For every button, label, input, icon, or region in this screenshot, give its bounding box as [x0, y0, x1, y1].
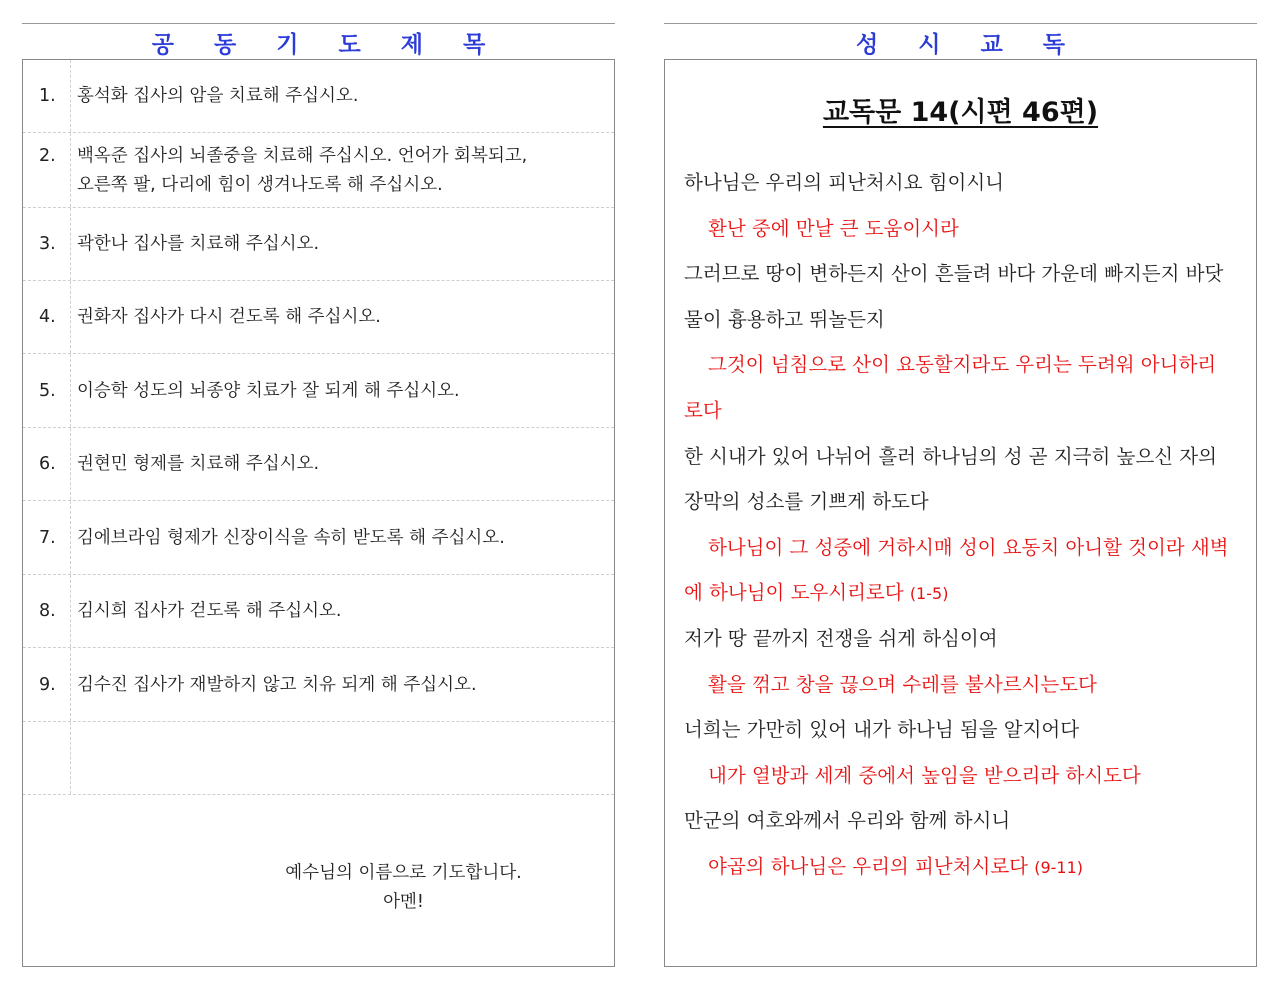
reading-section-title: 성 시 교 독 [856, 32, 1065, 58]
congregation-line [684, 388, 1248, 434]
prayer-text [77, 142, 594, 200]
prayer-text-line: 이승학 성도의 뇌종양 치료가 잘 되게 해 주십시오. [77, 381, 460, 401]
prayer-row [23, 722, 614, 795]
prayer-number-cell [23, 281, 71, 353]
prayer-number: 6. [39, 454, 56, 474]
reading-line-text: 야곱의 하나님은 우리의 피난처시로다 [708, 854, 1028, 878]
prayer-number: 8. [39, 601, 56, 621]
prayer-row [23, 648, 614, 722]
prayer-number: 2. [39, 146, 56, 166]
prayer-text [77, 524, 594, 553]
leader-line [684, 479, 1248, 525]
closing-prayer [23, 859, 614, 917]
prayer-text-line: 오른쪽 팔, 다리에 힘이 생겨나도록 해 주십시오. [77, 175, 443, 195]
prayer-section-header [22, 23, 615, 56]
prayer-number-cell [23, 354, 71, 427]
prayer-row [23, 133, 614, 208]
prayer-text [77, 230, 594, 259]
prayer-text-line: 권화자 집사가 다시 걷도록 해 주십시오. [77, 307, 381, 327]
prayer-row [23, 575, 614, 648]
prayer-text-line: 권현민 형제를 치료해 주십시오. [77, 454, 320, 474]
reading-line-text: 활을 꺾고 창을 끊으며 수레를 불사르시는도다 [708, 672, 1097, 696]
prayer-text [77, 450, 594, 479]
prayer-number: 5. [39, 381, 56, 401]
congregation-line [684, 206, 1248, 252]
reading-section-header [664, 23, 1257, 56]
prayer-list [23, 60, 614, 795]
leader-line [684, 707, 1248, 753]
reading-line-text: 내가 열방과 세계 중에서 높임을 받으리라 하시도다 [708, 763, 1141, 787]
reading-line-text: 에 하나님이 도우시리로다 [684, 581, 904, 605]
prayer-number-cell [23, 428, 71, 500]
reading-line-text: 저가 땅 끝까지 전쟁을 쉬게 하심이여 [684, 626, 998, 650]
congregation-line [684, 570, 1248, 616]
prayer-number-cell [23, 722, 71, 794]
amen-line: 아멘! [383, 892, 424, 912]
leader-line [684, 297, 1248, 343]
reading-body [684, 160, 1248, 890]
congregation-line [684, 844, 1248, 890]
prayer-row [23, 208, 614, 281]
prayer-text [77, 671, 594, 700]
prayer-row [23, 428, 614, 501]
prayer-row [23, 501, 614, 575]
reading-title [665, 90, 1256, 129]
prayer-text-line: 홍석화 집사의 암을 치료해 주십시오. [77, 86, 359, 106]
reading-line-text: 환난 중에 만날 큰 도움이시라 [708, 216, 959, 240]
prayer-number-cell [23, 60, 71, 132]
reading-line-text: 너희는 가만히 있어 내가 하나님 됨을 알지어다 [684, 718, 1080, 742]
prayer-number-cell [23, 501, 71, 574]
prayer-row [23, 354, 614, 428]
reading-line-text: 한 시내가 있어 나뉘어 흘러 하나님의 성 곧 지극히 높으신 자의 [684, 444, 1217, 468]
prayer-number-cell [23, 208, 71, 280]
prayer-text [77, 82, 594, 111]
reading-line-text: 하나님은 우리의 피난처시요 힘이시니 [684, 171, 1004, 194]
congregation-line [684, 525, 1248, 571]
prayer-number-cell [23, 648, 71, 721]
reading-line-text: 그것이 넘침으로 산이 요동할지라도 우리는 두려워 아니하리 [708, 353, 1217, 377]
reading-line-text: 하나님이 그 성중에 거하시매 성이 요동치 아니할 것이라 새벽 [708, 535, 1229, 559]
reading-line-text: 그러므로 땅이 변하든지 산이 흔들려 바다 가운데 빠지든지 바닷 [684, 262, 1224, 286]
prayer-text [77, 377, 594, 406]
prayer-text-line: 김시희 집사가 걷도록 해 주십시오. [77, 601, 342, 621]
reading-line-text: 로다 [684, 398, 722, 422]
reading-line-text: 장막의 성소를 기쁘게 하도다 [684, 490, 929, 514]
leader-line [684, 160, 1248, 206]
leader-line [684, 798, 1248, 844]
prayer-text-line: 김수진 집사가 재발하지 않고 치유 되게 해 주십시오. [77, 675, 477, 695]
reading-line-text: 만군의 여호와께서 우리와 함께 하시니 [684, 809, 1011, 833]
reading-line-text: 물이 흉용하고 뛰놀든지 [684, 307, 885, 331]
prayer-text-line: 백옥준 집사의 뇌졸중을 치료해 주십시오. 언어가 회복되고, [77, 146, 528, 166]
prayer-number: 7. [39, 528, 56, 548]
responsive-reading-panel [664, 59, 1257, 967]
leader-line [684, 434, 1248, 480]
prayer-section-title: 공 동 기 도 제 목 [151, 32, 486, 58]
prayer-row [23, 281, 614, 354]
verse-reference: (1-5) [909, 584, 949, 604]
reading-title-text: 교독문 14(시편 46편) [822, 97, 1099, 128]
prayer-number: 1. [39, 86, 56, 106]
prayer-number: 4. [39, 307, 56, 327]
prayer-number-cell [23, 133, 71, 207]
prayer-number-cell [23, 575, 71, 647]
prayer-number: 3. [39, 234, 56, 254]
congregation-line [684, 662, 1248, 708]
prayer-text-line: 곽한나 집사를 치료해 주십시오. [77, 234, 320, 254]
verse-reference: (9-11) [1034, 857, 1083, 877]
prayer-requests-panel [22, 59, 615, 967]
leader-line [684, 616, 1248, 662]
leader-line [684, 251, 1248, 297]
prayer-number: 9. [39, 675, 56, 695]
prayer-text-line: 김에브라임 형제가 신장이식을 속히 받도록 해 주십시오. [77, 528, 505, 548]
congregation-line [684, 342, 1248, 388]
congregation-line [684, 753, 1248, 799]
prayer-row [23, 60, 614, 133]
prayer-text [77, 597, 594, 626]
prayer-text [77, 303, 594, 332]
closing-line: 예수님의 이름으로 기도합니다. [285, 863, 522, 883]
